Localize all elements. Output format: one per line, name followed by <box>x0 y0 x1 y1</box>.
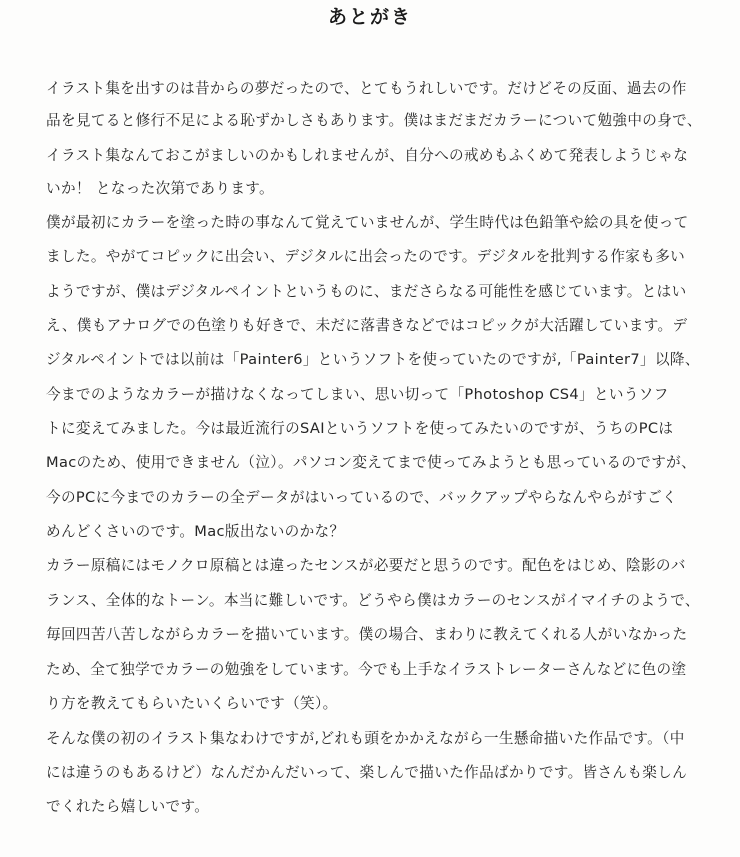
text-line: ました。やがてコピックに出会い、デジタルに出会ったのです。デジタルを批判する作家も多い <box>46 248 686 265</box>
text-line: 今までのようなカラーが描けなくなってしまい、思い切って「Photoshop CS4」というソフ <box>46 386 669 403</box>
text-line: ジタルペイントでは以前は「Painter6」というソフトを使っていたのですが,「Painter7」以降、 <box>46 351 700 368</box>
text-line: そんな僕の初のイラスト集なわけですが,どれも頭をかかえながら一生懸命描いた作品です。（中 <box>46 730 685 747</box>
page-title: あとがき <box>327 6 412 28</box>
text-line: ランス、全体的なトーン。本当に難しいです。どうやら僕はカラーのセンスがイマイチのようで、 <box>46 592 700 609</box>
text-line: 毎回四苦八苦しながらカラーを描いています。僕の場合、まわりに教えてくれる人がいなかった <box>46 626 688 643</box>
text-line: 僕が最初にカラーを塗った時の事なんて覚えていませんが、学生時代は色鉛筆や絵の具を使って <box>46 214 689 231</box>
text-line: いか！ となった次第であります。 <box>46 180 274 197</box>
text-line: ため、全て独学でカラーの勉強をしています。今でも上手なイラストレーターさんなどに色の塗 <box>46 661 687 678</box>
text-line: めんどくさいのです。Mac版出ないのかな？ <box>46 523 345 540</box>
text-line: には違うのもあるけど）なんだかんだいって、楽しんで描いた作品ばかりです。皆さんも楽しん <box>46 764 688 781</box>
text-line: Macのため、使用できません（泣）。パソコン変えてまで使ってみようとも思っているのですが、 <box>46 454 697 471</box>
text-line: イラスト集なんておこがましいのかもしれませんが、自分への戒めもふくめて発表しようじゃな <box>46 147 689 164</box>
text-line: え、僕もアナログでの色塗りも好きで、未だに落書きなどではコピックが大活躍しています。デ <box>46 317 688 334</box>
text-line: イラスト集を出すのは昔からの夢だったので、とてもうれしいです。だけどその反面、過去の作 <box>46 80 687 97</box>
text-line: 品を見てると修行不足による恥ずかしさもあります。僕はまだまだカラーについて勉強中の身で、 <box>46 112 702 129</box>
text-line: 今のPCに今までのカラーの全データがはいっているので、バックアップやらなんやらがすごく <box>46 489 678 506</box>
text-line: り方を教えてもらいたいくらいです（笑）。 <box>46 695 338 712</box>
text-line: カラー原稿にはモノクロ原稿とは違ったセンスが必要だと思うのです。配色をはじめ、陰影のバ <box>46 557 686 574</box>
text-line: でくれたら嬉しいです。 <box>46 798 210 815</box>
text-line: トに変えてみました。今は最近流行のSAIというソフトを使ってみたいのですが、うちのPCは <box>46 420 674 437</box>
text-line: ようですが、僕はデジタルペイントというものに、まださらなる可能性を感じています。とはい <box>46 283 687 300</box>
